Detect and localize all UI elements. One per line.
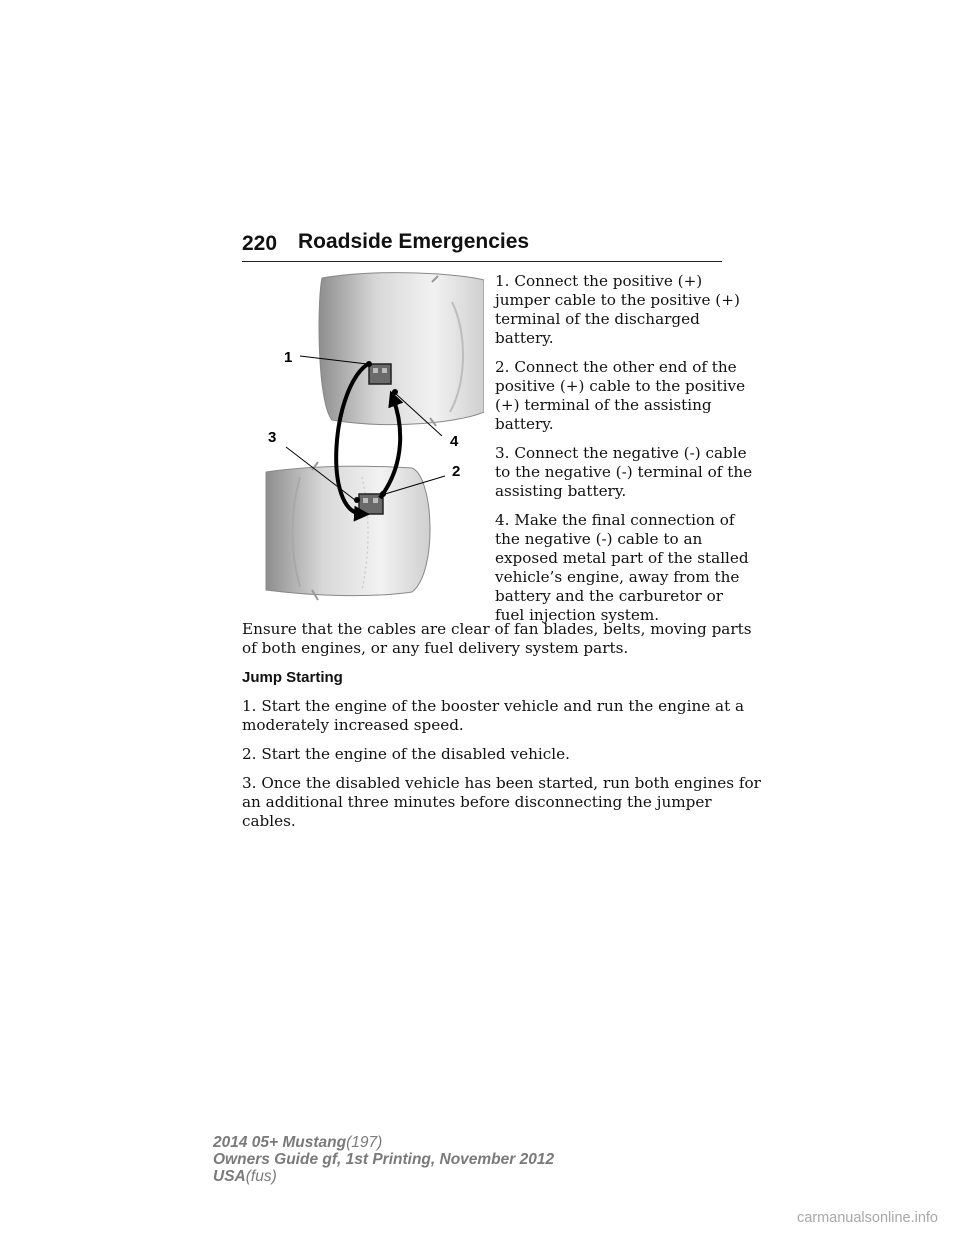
page-footer xyxy=(213,1134,554,1185)
connection-step-3: 3. Connect the negative (-) cable to the negative (-) terminal of the assisting battery. xyxy=(495,444,753,500)
footer-model: 2014 05+ Mustang xyxy=(213,1134,347,1151)
connection-step-2: 2. Connect the other end of the positive (+) cable to the positive (+) terminal of the assisting battery. xyxy=(495,358,746,433)
body-text xyxy=(242,620,762,841)
section-heading-jump-starting: Jump Starting xyxy=(242,669,343,686)
jump-step-1: 1. Start the engine of the booster vehicle and run the engine at a moderately increased speed. xyxy=(242,697,745,734)
connection-steps xyxy=(495,272,755,635)
header-rule xyxy=(242,261,722,262)
jump-start-illustration xyxy=(262,272,484,610)
page-header xyxy=(242,228,722,264)
callout-1: 1 xyxy=(284,349,293,366)
page-number: 220 xyxy=(242,232,278,255)
battery-discharged xyxy=(369,364,391,384)
jump-step-2: 2. Start the engine of the disabled vehicle. xyxy=(242,745,570,763)
connection-step-1: 1. Connect the positive (+) jumper cable to the positive (+) terminal of the discharged battery. xyxy=(495,272,740,347)
footer-guide: Owners Guide gf, 1st Printing, November 2012 xyxy=(213,1151,555,1168)
callout-2: 2 xyxy=(452,463,461,480)
callout-3: 3 xyxy=(268,429,277,446)
caution-paragraph: Ensure that the cables are clear of fan blades, belts, moving parts of both engines, or any fuel delivery system parts. xyxy=(242,620,752,657)
cars-diagram-svg xyxy=(262,272,484,610)
watermark: carmanualsonline.info xyxy=(796,1210,938,1226)
footer-region: USA xyxy=(213,1168,246,1185)
car-bottom xyxy=(266,462,430,600)
footer-page-code: (197) xyxy=(346,1134,383,1151)
footer-region-code: (fus) xyxy=(245,1168,277,1185)
callout-4: 4 xyxy=(450,433,459,450)
connection-step-4: 4. Make the final connection of the negative (-) cable to an exposed metal part of the stalled vehicle’s engine, away from the battery and the carburetor or fuel injection system. xyxy=(495,511,749,624)
jump-step-3: 3. Once the disabled vehicle has been started, run both engines for an additional three minutes before disconnecting the jumper cables. xyxy=(242,774,761,830)
chapter-title: Roadside Emergencies xyxy=(298,230,530,253)
